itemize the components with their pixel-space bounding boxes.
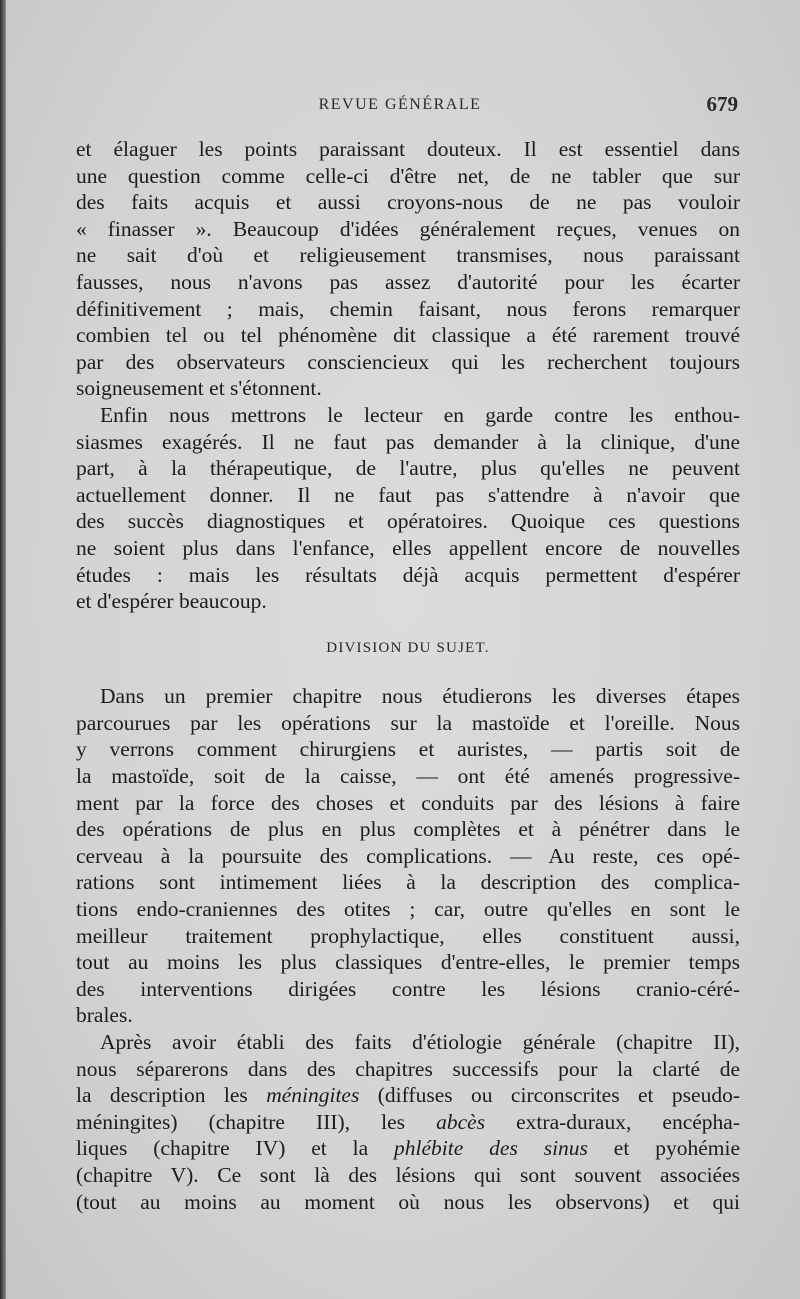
paragraph-4 bbox=[76, 1029, 740, 1215]
text-line: ne soient plus dans l'enfance, elles appellent encore de nouvelles bbox=[76, 535, 740, 560]
text-line: une question comme celle-ci d'être net, de ne tabler que sur bbox=[76, 163, 740, 188]
book-gutter-shadow bbox=[0, 0, 6, 1299]
text-line: et élaguer les points paraissant douteux. Il est essentiel dans bbox=[76, 137, 740, 161]
paragraph-3 bbox=[76, 683, 740, 1029]
text-line: soigneusement et s'étonnent. bbox=[76, 376, 322, 401]
italic-term: méningites bbox=[266, 1083, 360, 1108]
text-line: tions endo-craniennes des otites ; car, outre qu'elles en sont le bbox=[76, 897, 740, 922]
page-header bbox=[0, 92, 800, 122]
text-line: études : mais les résultats déjà acquis permettent d'espérer bbox=[76, 562, 740, 587]
text-line: rations sont intimement liées à la description des complica- bbox=[76, 870, 740, 895]
text-line: meilleur traitement prophylactique, elles constituent aussi, bbox=[76, 923, 740, 948]
page-number: 679 bbox=[706, 92, 738, 116]
text-line: part, à la thérapeutique, de l'autre, plus qu'elles ne peuvent bbox=[76, 456, 740, 481]
text-line: parcourues par les opérations sur la mastoïde et l'oreille. Nous bbox=[76, 710, 740, 735]
text-line: par des observateurs consciencieux qui les recherchent toujours bbox=[76, 349, 740, 374]
text-span: la description les bbox=[76, 1083, 267, 1108]
text-line: cerveau à la poursuite des complications. — Au reste, ces opé- bbox=[76, 843, 740, 868]
text-line: des faits acquis et aussi croyons-nous de ne pas vouloir bbox=[76, 190, 740, 215]
text-line: ment par la force des choses et conduits par des lésions à faire bbox=[76, 790, 740, 815]
text-line: Dans un premier chapitre nous étudierons les diverses étapes bbox=[100, 684, 740, 709]
text-line: définitivement ; mais, chemin faisant, nous ferons remarquer bbox=[76, 296, 740, 321]
text-line: et d'espérer beaucoup. bbox=[76, 589, 267, 614]
text-line: ne sait d'où et religieusement transmises, nous paraissant bbox=[76, 243, 740, 268]
text-span: liques (chapitre IV) et la bbox=[76, 1136, 395, 1161]
text-line: Enfin nous mettrons le lecteur en garde contre les enthou- bbox=[100, 402, 740, 427]
text-line bbox=[76, 1135, 740, 1162]
text-line: tout au moins les plus classiques d'entre-elles, le premier temps bbox=[76, 950, 740, 975]
text-span: et pyohémie bbox=[587, 1136, 740, 1161]
text-span: extra-duraux, encépha- bbox=[485, 1109, 740, 1134]
text-line: (tout au moins au moment où nous les observons) et qui bbox=[76, 1189, 740, 1214]
paragraph-2 bbox=[76, 402, 740, 615]
section-heading: DIVISION DU SUJET. bbox=[326, 639, 490, 656]
body-text bbox=[76, 136, 740, 1215]
text-span: (diffuses ou circonscrites et pseudo- bbox=[359, 1083, 740, 1108]
italic-term: abcès bbox=[436, 1109, 486, 1134]
text-line bbox=[76, 1082, 740, 1109]
text-line: des interventions dirigées contre les lésions cranio-céré- bbox=[76, 976, 740, 1001]
text-line: combien tel ou tel phénomène dit classique a été rarement trouvé bbox=[76, 323, 740, 348]
text-line: Après avoir établi des faits d'étiologie générale (chapitre II), bbox=[100, 1030, 740, 1054]
running-title: REVUE GÉNÉRALE bbox=[318, 96, 482, 113]
text-line: « finasser ». Beaucoup d'idées généralement reçues, venues on bbox=[76, 216, 740, 241]
text-line: brales. bbox=[76, 1003, 133, 1028]
text-line: y verrons comment chirurgiens et auristes, — partis soit de bbox=[76, 737, 740, 762]
text-line: fausses, nous n'avons pas assez d'autorité pour les écarter bbox=[76, 269, 740, 294]
paragraph-1 bbox=[76, 136, 740, 402]
text-line: (chapitre V). Ce sont là des lésions qui sont souvent associées bbox=[76, 1162, 740, 1187]
text-line: actuellement donner. Il ne faut pas s'attendre à n'avoir que bbox=[76, 482, 740, 507]
text-line: des succès diagnostiques et opératoires. Quoique ces questions bbox=[76, 509, 740, 534]
text-line: nous séparerons dans des chapitres successifs pour la clarté de bbox=[76, 1056, 740, 1081]
text-line bbox=[76, 1109, 740, 1136]
text-line: siasmes exagérés. Il ne faut pas demander à la clinique, d'une bbox=[76, 429, 740, 454]
text-line: des opérations de plus en plus complètes et à pénétrer dans le bbox=[76, 817, 740, 842]
text-line: la mastoïde, soit de la caisse, — ont été amenés progressive- bbox=[76, 764, 740, 789]
italic-term: phlébite des sinus bbox=[394, 1136, 588, 1161]
text-span: méningites) (chapitre III), les bbox=[76, 1109, 437, 1134]
